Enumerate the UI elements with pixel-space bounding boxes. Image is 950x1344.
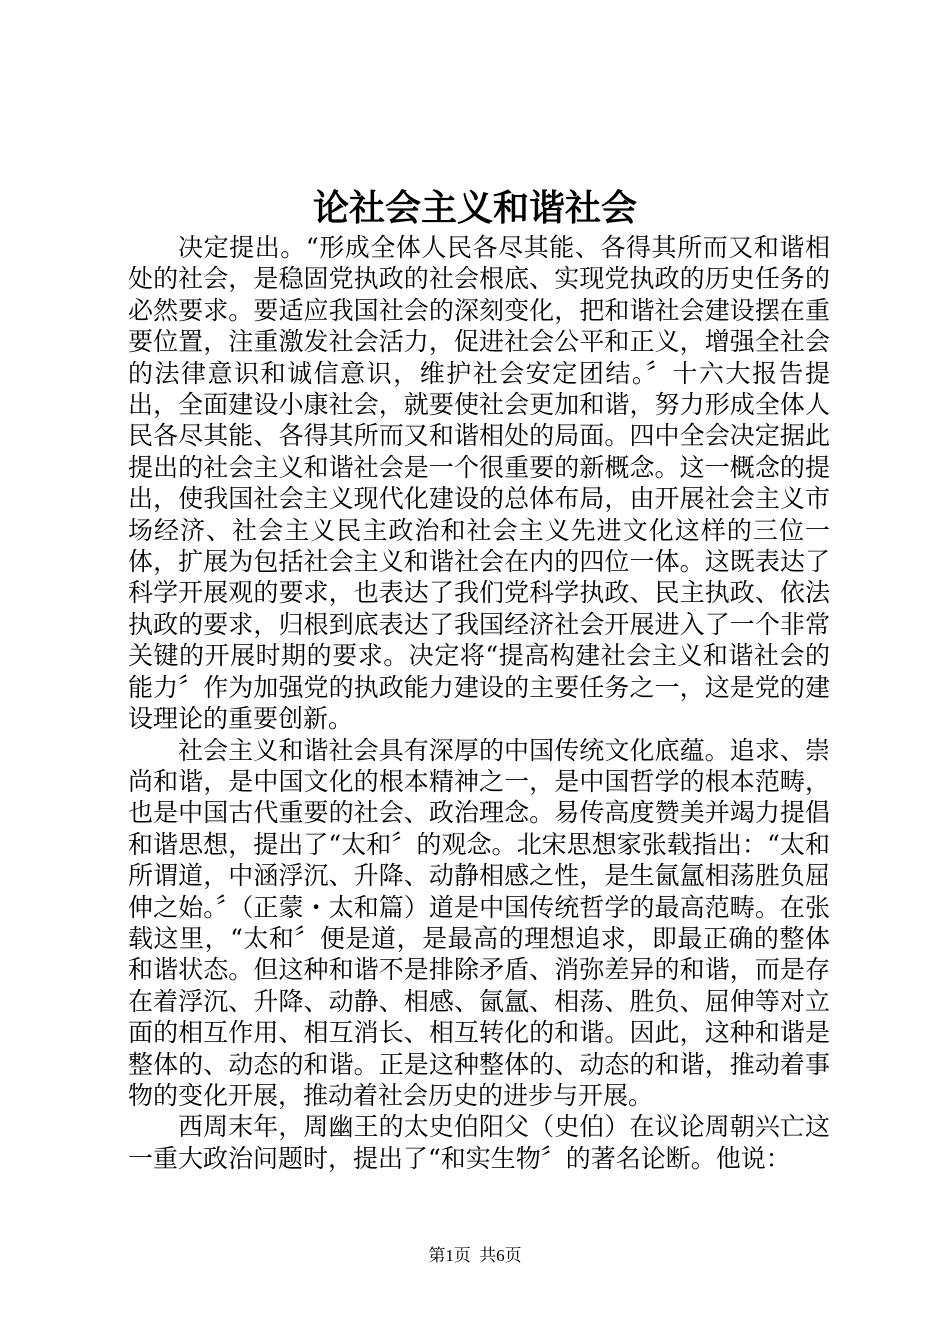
page-footer: [0, 1244, 950, 1268]
page-number: 第1页: [428, 1246, 471, 1265]
page-total: 共6页: [479, 1246, 522, 1265]
paragraph-2: 社会主义和谐社会具有深厚的中国传统文化底蕴。追求、崇尚和谐，是中国文化的根本精神之一，是中国哲学的根本范畴，也是中国古代重要的社会、政治理念。易传高度赞美并竭力提倡和谐思想，提出了“太和〞的观念。北宋思想家张载指出：“太和所谓道，中涵浮沉、升降、动静相感之性，是生氤氲相荡胜负屈伸之始。〞（正蒙・太和篇）道是中国传统哲学的最高范畴。在张载这里，“太和〞便是道，是最高的理想追求，即最正确的整体和谐状态。但这种和谐不是排除矛盾、消弥差异的和谐，而是存在着浮沉、升降、动静、相感、氤氲、相荡、胜负、屈伸等对立面的相互作用、相互消长、相互转化的和谐。因此，这种和谐是整体的、动态的和谐。正是这种整体的、动态的和谐，推动着事物的变化开展，推动着社会历史的进步与开展。: [128, 735, 830, 1110]
paragraph-3: 西周末年，周幽王的太史伯阳父（史伯）在议论周朝兴亡这一重大政治问题时，提出了“和实生物〞的著名论断。他说：: [128, 1112, 830, 1173]
document-body: [128, 232, 830, 1174]
document-title: 论社会主义和谐社会: [312, 187, 637, 229]
paragraph-1: 决定提出。“形成全体人民各尽其能、各得其所而又和谐相处的社会，是稳固党执政的社会根底、实现党执政的历史任务的必然要求。要适应我国社会的深刻变化，把和谐社会建设摆在重要位置，注重激发社会活力，促进社会公平和正义，增强全社会的法律意识和诚信意识，维护社会安定团结。〞十六大报告提出，全面建设小康社会，就要使社会更加和谐，努力形成全体人民各尽其能、各得其所而又和谐相处的局面。四中全会决定据此提出的社会主义和谐社会是一个很重要的新概念。这一概念的提出，使我国社会主义现代化建设的总体布局，由开展社会主义市场经济、社会主义民主政治和社会主义先进文化这样的三位一体，扩展为包括社会主义和谐社会在内的四位一体。这既表达了科学开展观的要求，也表达了我们党科学执政、民主执政、依法执政的要求，归根到底表达了我国经济社会开展进入了一个非常关键的开展时期的要求。决定将“提高构建社会主义和谐社会的能力〞作为加强党的执政能力建设的主要任务之一，这是党的建设理论的重要创新。: [128, 233, 830, 734]
